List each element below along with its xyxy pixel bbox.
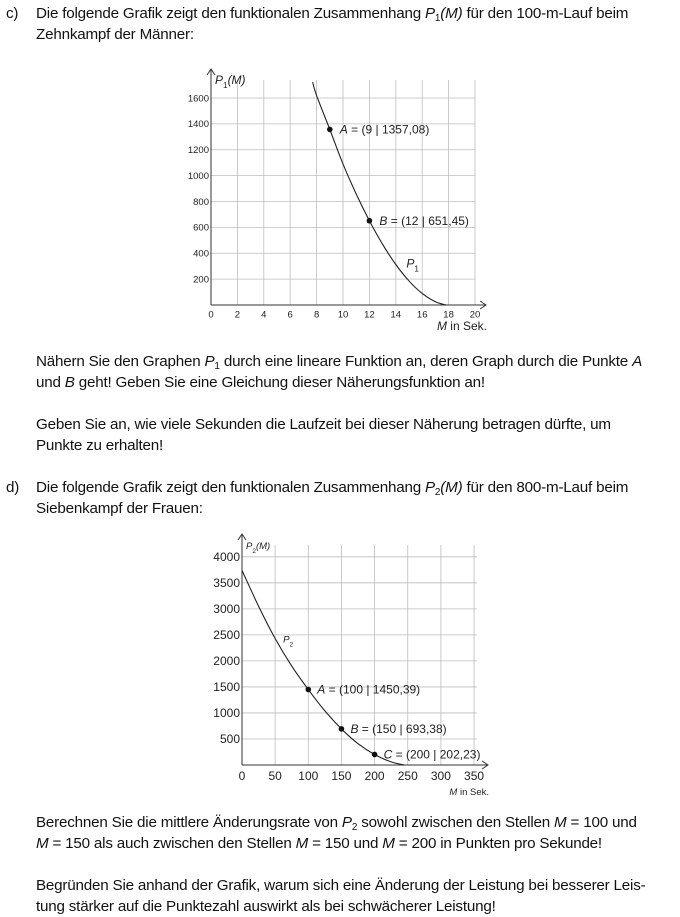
text: Geben Sie an, wie viele Sekunden die Laufzeit bei dieser Näherung betragen dürfte, um [36, 416, 611, 433]
text: = 200 in Punkten pro Sekunde! [394, 834, 602, 852]
x-tick-label: 10 [337, 309, 349, 321]
y-tick-label: 2000 [213, 654, 240, 669]
series-label-P2-part: 2 [289, 641, 294, 649]
point-A [306, 687, 312, 693]
point-label-C-part: = (200 | 202,23) [392, 747, 481, 762]
series-label-P1-part: P [406, 256, 415, 271]
subscript: 1 [214, 361, 220, 372]
point-label-A-part: = (100 | 1450,39) [325, 682, 421, 697]
math-var: A [632, 353, 643, 370]
text: für den 100-m-Lauf beim [462, 5, 629, 22]
text: sowohl zwischen den Stellen [357, 814, 555, 831]
math-var: M [295, 834, 309, 852]
y-tick-label: 800 [193, 196, 209, 208]
text: Punkte zu erhalten! [36, 436, 164, 454]
math-var: M [382, 834, 395, 852]
point-label-A-part: A [339, 122, 348, 137]
x-tick-label: 8 [313, 309, 320, 321]
math-var: P [424, 479, 435, 496]
x-tick-label: 20 [469, 309, 481, 321]
y-axis-label [246, 541, 270, 555]
text: Siebenkampf der Frauen: [36, 499, 203, 517]
section-label-c: c) [6, 5, 19, 22]
x-tick-label: 14 [390, 309, 402, 321]
x-tick-label: 18 [443, 309, 454, 321]
y-tick-label: 1600 [187, 93, 209, 105]
text: = 150 als auch zwischen den Stellen [48, 834, 296, 852]
series-label-P2 [283, 635, 293, 649]
y-tick-label: 3500 [213, 576, 240, 591]
text: Die folgende Grafik zeigt den funktionalen Zusammenhang [36, 479, 425, 496]
x-tick-label: 350 [464, 769, 485, 783]
math-var: P [341, 814, 352, 831]
y-axis-label-part: (M) [255, 541, 271, 552]
y-tick-label: 400 [193, 248, 209, 260]
point-label-B-part: B [379, 213, 388, 228]
x-axis-label-part: in Sek. [446, 319, 487, 333]
text: geht! Geben Sie eine Gleichung dieser Näherungsfunktion an! [74, 373, 485, 391]
section-label-d: d) [6, 479, 20, 496]
point-label-B-part: B [350, 722, 359, 737]
text: und [36, 373, 65, 391]
x-tick-label: 300 [430, 769, 451, 783]
y-axis-label-part: P [215, 73, 224, 87]
point-B [339, 726, 345, 732]
text: = 150 und [308, 834, 383, 852]
math-var: P [204, 353, 215, 370]
math-var: B [64, 373, 75, 391]
section-d-task1 [36, 813, 676, 854]
series-label-P1-part: 1 [414, 264, 419, 274]
section-d-task2 [36, 876, 676, 917]
y-tick-label: 1000 [213, 706, 240, 721]
x-axis-label [449, 787, 489, 798]
y-tick-label: 1400 [187, 119, 209, 131]
point-C [372, 752, 378, 758]
y-tick-label: 1200 [187, 145, 209, 157]
point-label-A [316, 683, 420, 697]
subscript: 1 [434, 13, 441, 24]
text: = 100 und [566, 814, 637, 831]
math-var: (M) [440, 479, 463, 496]
series-label-P2-part: P [283, 634, 290, 646]
math-var: (M) [440, 5, 463, 22]
x-tick-label: 200 [364, 769, 385, 783]
point-label-A-part: A [317, 682, 326, 697]
point-label-B [350, 722, 446, 736]
x-axis-label-part: in Sek. [457, 787, 489, 798]
text: für den 800-m-Lauf beim [462, 479, 629, 496]
x-tick-label: 250 [397, 769, 418, 783]
point-label-C-part: C [383, 747, 393, 762]
y-tick-label: 1500 [213, 680, 240, 695]
y-tick-label: 1000 [187, 170, 209, 182]
x-tick-label: 50 [268, 769, 282, 783]
y-axis-label-part: 1 [223, 81, 228, 90]
point-label-C [384, 748, 481, 762]
y-tick-label: 600 [193, 222, 209, 234]
point-label-A-part: = (9 | 1357,08) [347, 122, 430, 137]
point-label-B-part: = (12 | 651,45) [387, 213, 469, 228]
text: Begründen Sie anhand der Grafik, warum sich eine Änderung der Leistung bei besserer Leis- [36, 877, 646, 894]
x-tick-label: 0 [208, 309, 214, 321]
math-var: M [554, 814, 567, 831]
x-tick-label: 0 [238, 769, 246, 783]
y-tick-label: 3000 [213, 602, 240, 617]
y-tick-label: 4000 [213, 550, 240, 564]
point-label-B-part: = (150 | 693,38) [358, 722, 447, 737]
x-tick-label: 12 [364, 309, 375, 321]
x-tick-label: 100 [298, 769, 319, 783]
y-axis-label-part: (M) [227, 73, 246, 87]
math-var: M [36, 834, 49, 852]
y-tick-label: 200 [193, 274, 209, 286]
x-tick-label: 2 [234, 309, 241, 321]
subscript: 2 [351, 822, 358, 833]
y-tick-label: 2500 [213, 628, 240, 643]
x-tick-label: 6 [287, 309, 293, 321]
text: Nähern Sie den Graphen [36, 353, 205, 370]
x-tick-label: 4 [261, 309, 267, 321]
text: Die folgende Grafik zeigt den funktionalen Zusammenhang [36, 5, 425, 22]
x-tick-label: 150 [331, 769, 352, 783]
math-var: P [424, 5, 435, 22]
y-axis-label-part: 2 [252, 548, 256, 555]
x-tick-label: 16 [416, 309, 428, 321]
y-tick-label: 500 [219, 732, 240, 747]
text: durch eine lineare Funktion an, deren Graph durch die Punkte [219, 353, 633, 370]
text: Zehnkampf der Männer: [36, 25, 194, 43]
text: tung stärker auf die Punktezahl auswirkt als bei schwächerer Leistung! [36, 897, 496, 915]
x-axis-label-part: M [449, 787, 458, 798]
subscript: 2 [434, 487, 441, 498]
text: Berechnen Sie die mittlere Änderungsrate von [36, 814, 342, 831]
x-axis-label-part: M [436, 319, 447, 333]
y-axis-label-part: P [246, 541, 253, 552]
